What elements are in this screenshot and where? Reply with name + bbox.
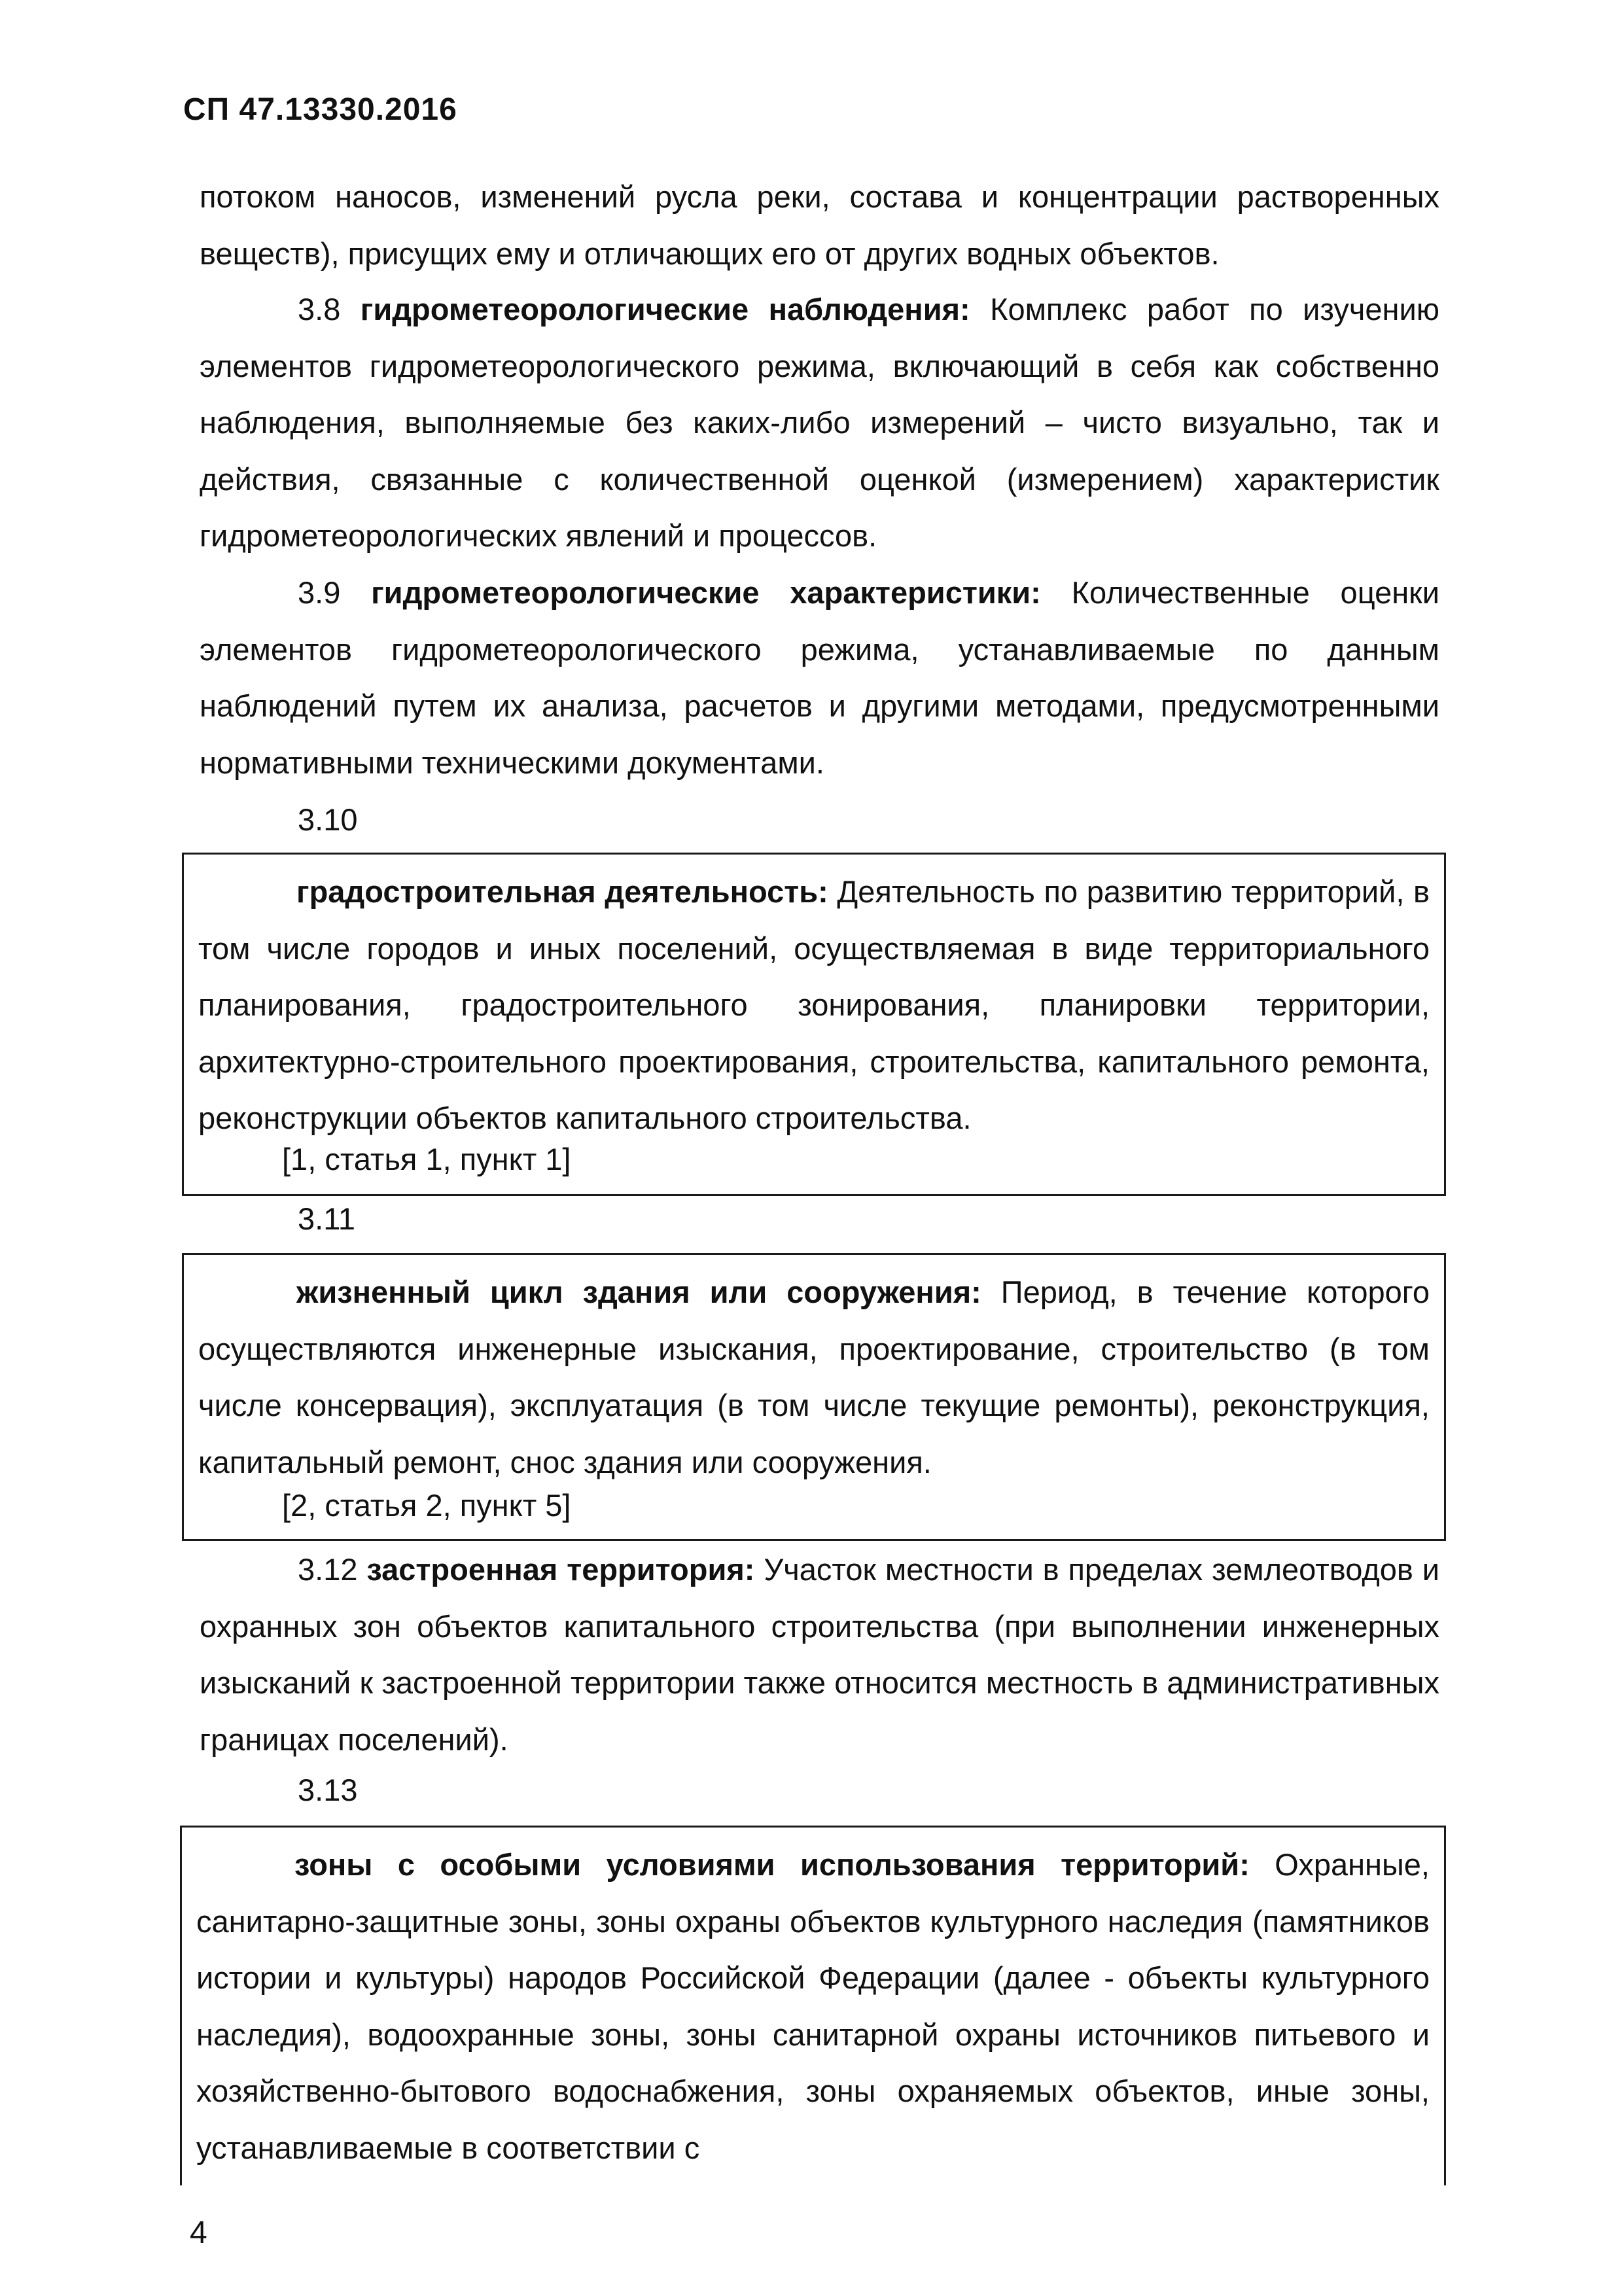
definition-box-3-10 — [182, 853, 1446, 1196]
definition-3-10 — [198, 864, 1430, 1147]
source-reference: [2, статья 2, пункт 5] — [282, 1488, 571, 1523]
source-reference: [1, статья 1, пункт 1] — [282, 1142, 571, 1176]
definition-text: Охранные, санитарно-защитные зоны, зоны охраны объектов культурного наследия (памятников истории и культуры) народов Российской Федерации (далее - объекты культурного наследия), водоохранные зоны, зоны санитарной охраны источников питьевого и хозяйственно-бытового водоснабжения, зоны охраняемых объектов, иные зоны, устанавливаемые в соответствии с — [196, 1847, 1430, 2165]
definition-3-8 — [200, 281, 1439, 565]
page-number: 4 — [190, 2216, 207, 2250]
definition-text: Комплекс работ по изучению элементов гидрометеорологического режима, включающий в себя как собственно наблюдения, выполняемые без каких-либо измерений – чисто визуально, так и действия, связанные с количественной оценкой (измерением) характеристик гидрометеорологических явлений и процессов. — [200, 292, 1439, 553]
term: градостроительная деятельность: — [296, 874, 828, 909]
clause-number-3-10: 3.10 — [298, 802, 358, 837]
definition-box-3-11 — [182, 1253, 1446, 1541]
term: зоны с особыми условиями использования территорий: — [294, 1847, 1250, 1882]
document-code: СП 47.13330.2016 — [183, 92, 457, 127]
definition-3-9 — [200, 565, 1439, 791]
definition-3-13 — [196, 1837, 1430, 2176]
term: жизненный цикл здания или сооружения: — [296, 1275, 981, 1309]
clause-number: 3.12 — [298, 1552, 358, 1587]
definition-text: Деятельность по развитию территорий, в том числе городов и иных поселений, осуществляемая в виде территориального планирования, градостроительного зонирования, планировки территории, архитектурно-строительного проектирования, строительства, капитального ремонта, реконструкции объектов капитального строительства. — [198, 874, 1430, 1135]
definition-text: Период, в течение которого осуществляются инженерные изыскания, проектирование, строительство (в том числе консервация), эксплуатация (в том числе текущие ремонты), реконструкция, капитальный ремонт, снос здания или сооружения. — [198, 1275, 1430, 1479]
definition-3-11 — [198, 1264, 1430, 1491]
clause-number-3-11: 3.11 — [298, 1201, 355, 1236]
clause-number-3-13: 3.13 — [298, 1773, 358, 1807]
clause-number: 3.9 — [298, 575, 341, 610]
term: застроенная территория: — [366, 1552, 755, 1587]
term: гидрометеорологические наблюдения: — [360, 292, 970, 327]
term: гидрометеорологические характеристики: — [371, 575, 1041, 610]
paragraph-continuation: потоком наносов, изменений русла реки, состава и концентрации растворенных веществ), присущих ему и отличающих его от других водных объектов. — [200, 179, 1439, 271]
definition-text: Количественные оценки элементов гидрометеорологического режима, устанавливаемые по данным наблюдений путем их анализа, расчетов и другими методами, предусмотренными нормативными техническими документами. — [200, 575, 1440, 780]
definition-text: Участок местности в пределах землеотводов и охранных зон объектов капитального строительства (при выполнении инженерных изысканий к застроенной территории также относится местность в административных границах поселений). — [200, 1552, 1440, 1757]
definition-box-3-13 — [180, 1826, 1446, 2185]
clause-number: 3.8 — [298, 292, 341, 327]
definition-3-12 — [200, 1542, 1439, 1768]
